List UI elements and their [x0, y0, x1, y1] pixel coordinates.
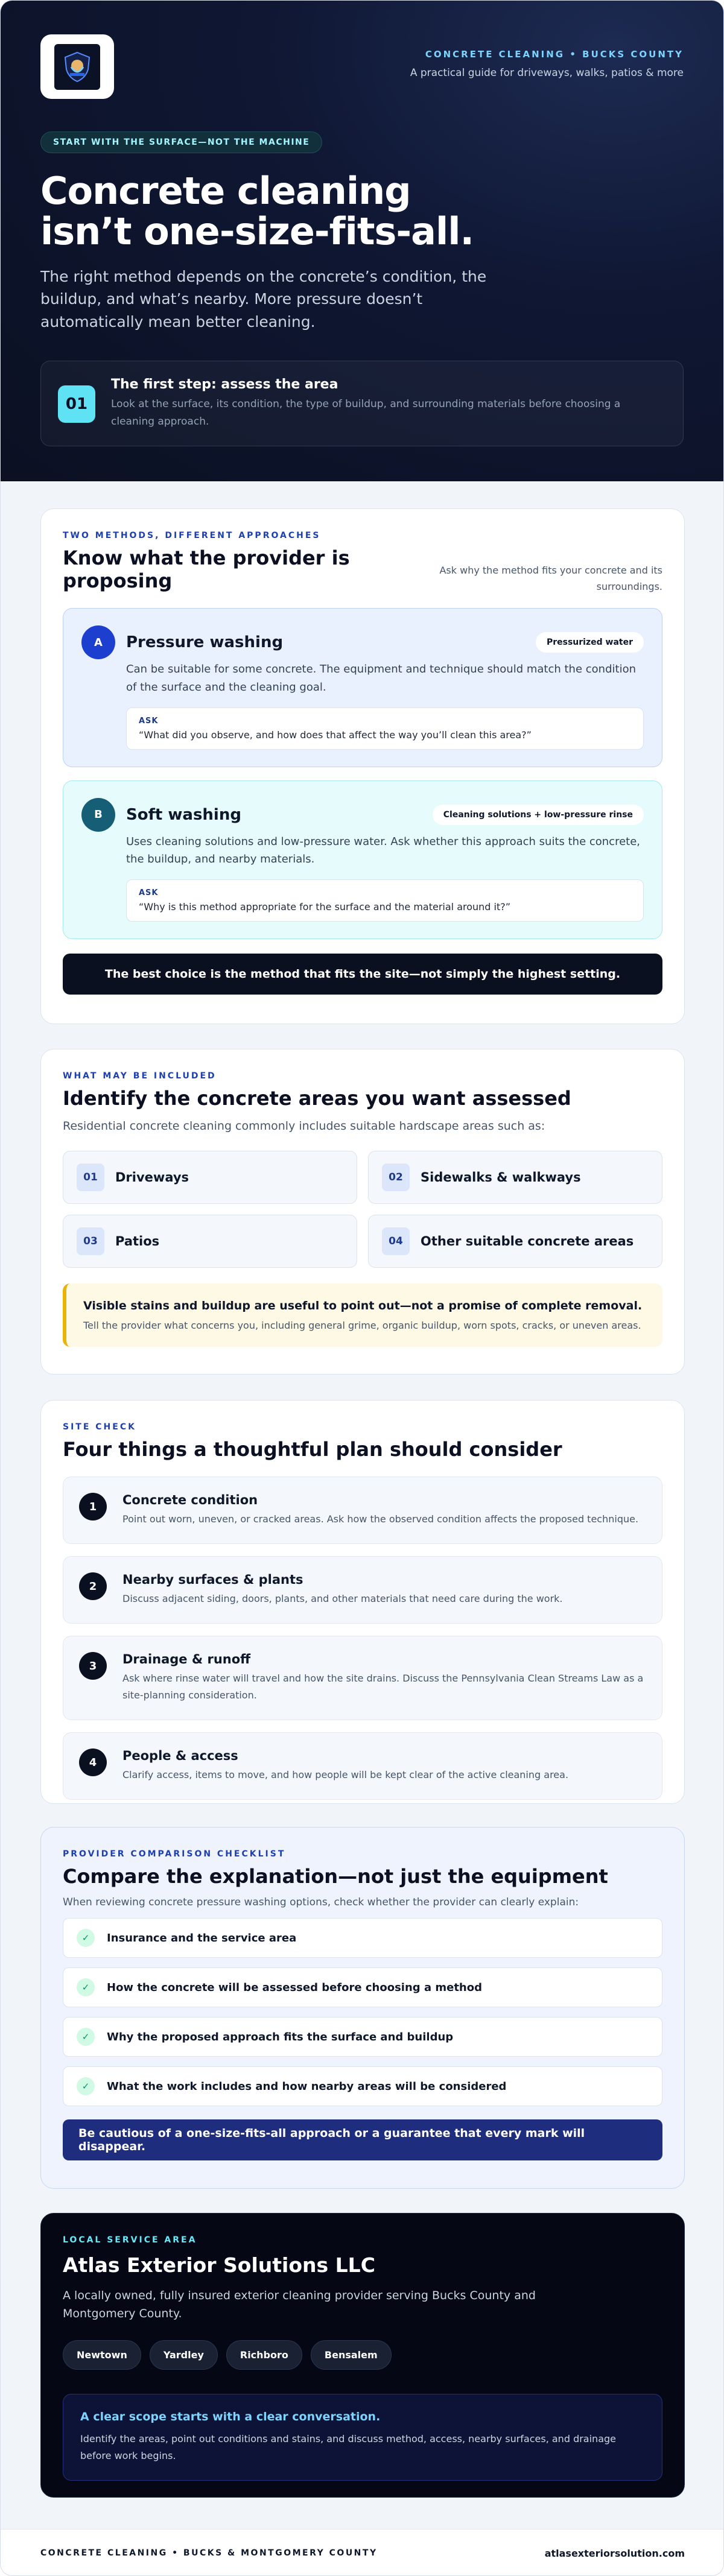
- step-number: 01: [58, 385, 95, 423]
- check-title: People & access: [122, 1748, 238, 1764]
- check-icon: ✓: [77, 1929, 95, 1947]
- checklist-item: [63, 2066, 662, 2106]
- hero-tagline: [410, 34, 684, 79]
- site-check-item: [63, 1556, 662, 1624]
- areas-title: Identify the concrete areas you want assessed: [63, 1087, 571, 1110]
- hero-title-line-1: Concrete cleaning: [40, 169, 411, 213]
- area-number: 04: [382, 1227, 410, 1255]
- ask-question: “Why is this method appropriate for the surface and the material around it?”: [139, 901, 511, 913]
- step-body: Look at the surface, its condition, the type of buildup, and surrounding materials before choosing a cleaning approach.: [111, 398, 621, 428]
- header-subtitle: A practical guide for driveways, walks, patios & more: [410, 67, 684, 79]
- town-chip: Richboro: [226, 2340, 302, 2370]
- area-item: [368, 1215, 662, 1268]
- areas-grid: [63, 1151, 662, 1268]
- step-title: The first step: assess the area: [111, 377, 338, 393]
- site-check-item: [63, 1476, 662, 1544]
- provider-kicker: LOCAL SERVICE AREA: [63, 2235, 197, 2245]
- check-number: 4: [79, 1748, 107, 1776]
- site-check-section: [40, 1400, 685, 1804]
- comparison-list: [63, 1918, 662, 2106]
- methods-conclusion-bar: The best choice is the method that fits the site—not simply the highest setting.: [63, 954, 662, 995]
- area-number: 03: [77, 1227, 104, 1255]
- areas-section: [40, 1049, 685, 1375]
- scope-body: Identify the areas, point out conditions and stains, and discuss method, access, nearby surfaces, and drainage before work begins.: [80, 2432, 616, 2461]
- caution-bar: Be cautious of a one-size-fits-all approach or a guarantee that every mark will disappear.: [63, 2119, 662, 2160]
- methods-title: Know what the provider is proposing: [63, 546, 350, 593]
- area-label: Driveways: [115, 1170, 189, 1185]
- area-label: Patios: [115, 1234, 160, 1249]
- hero-lede: The right method depends on the concrete’s condition, the buildup, and what’s nearby. More pressure doesn’t automatically mean better cleaning.: [40, 267, 487, 331]
- footer-website-link[interactable]: atlasexteriorsolution.com: [544, 2547, 685, 2559]
- checklist-label: Insurance and the service area: [107, 1931, 297, 1945]
- site-check-item: [63, 1636, 662, 1720]
- area-number: 01: [77, 1163, 104, 1191]
- area-item: [63, 1151, 357, 1204]
- areas-intro: Residential concrete cleaning commonly includes suitable hardscape areas such as:: [63, 1119, 545, 1133]
- checklist-label: What the work includes and how nearby areas will be considered: [107, 2080, 507, 2093]
- comparison-intro: When reviewing concrete pressure washing options, check whether the provider can clearly explain:: [63, 1896, 579, 1909]
- check-number: 2: [79, 1572, 107, 1600]
- provider-section: [40, 2213, 685, 2498]
- method-card-soft-washing: [63, 780, 662, 939]
- check-body: Clarify access, items to move, and how people will be kept clear of the active cleaning area.: [122, 1769, 569, 1781]
- town-chip: Bensalem: [311, 2340, 392, 2370]
- method-letter-badge: B: [81, 798, 115, 832]
- ask-question: “What did you observe, and how does that affect the way you’ll clean this area?”: [139, 729, 532, 741]
- check-number: 3: [79, 1652, 107, 1680]
- ask-box: [126, 879, 644, 922]
- methods-header: [63, 540, 662, 595]
- check-number: 1: [79, 1493, 107, 1521]
- hero-title: [40, 171, 684, 252]
- area-label: Other suitable concrete areas: [421, 1234, 634, 1249]
- method-header: [81, 625, 644, 659]
- check-icon: ✓: [77, 1978, 95, 1996]
- stains-callout: [63, 1283, 662, 1347]
- service-towns: [63, 2340, 662, 2370]
- checklist-label: Why the proposed approach fits the surface and buildup: [107, 2030, 454, 2043]
- method-card-pressure-washing: [63, 608, 662, 767]
- check-text: [122, 1748, 653, 1783]
- provider-name: Atlas Exterior Solutions LLC: [63, 2253, 375, 2277]
- checklist-item: [63, 1918, 662, 1958]
- check-text: [122, 1493, 653, 1528]
- footer-service-label: CONCRETE CLEANING • BUCKS & MONTGOMERY COUNTY: [40, 2548, 378, 2558]
- hero-section: [1, 1, 723, 481]
- first-step-card: [40, 361, 684, 446]
- company-logo-icon: [54, 44, 100, 90]
- checklist-item: [63, 2017, 662, 2057]
- town-chip: Newtown: [63, 2340, 141, 2370]
- hero-pill: START WITH THE SURFACE—NOT THE MACHINE: [40, 131, 322, 153]
- scope-callout: [63, 2394, 662, 2481]
- check-text: [122, 1652, 653, 1704]
- header-kicker: CONCRETE CLEANING • BUCKS COUNTY: [425, 49, 684, 60]
- area-label: Sidewalks & walkways: [421, 1170, 581, 1185]
- method-name: Pressure washing: [126, 633, 284, 652]
- area-number: 02: [382, 1163, 410, 1191]
- method-header: [81, 798, 644, 832]
- method-tag: Cleaning solutions + low-pressure rinse: [433, 805, 644, 825]
- hero-top-bar: [40, 34, 684, 99]
- check-title: Concrete condition: [122, 1493, 258, 1508]
- method-name: Soft washing: [126, 805, 241, 824]
- comparison-title: Compare the explanation—not just the equipment: [63, 1865, 608, 1888]
- comparison-kicker: PROVIDER COMPARISON CHECKLIST: [63, 1849, 286, 1859]
- methods-note: Ask why the method fits your concrete and its surroundings.: [439, 565, 662, 593]
- check-icon: ✓: [77, 2077, 95, 2095]
- check-icon: ✓: [77, 2028, 95, 2046]
- site-check-item: [63, 1732, 662, 1800]
- checklist-label: How the concrete will be assessed before choosing a method: [107, 1981, 482, 1994]
- footer: [1, 2529, 724, 2576]
- area-item: [368, 1151, 662, 1204]
- ask-label: ASK: [139, 716, 159, 726]
- checklist-item: [63, 1967, 662, 2007]
- check-body: Ask where rinse water will travel and how the site drains. Discuss the Pennsylvania Clean Streams Law as a site-planning consideration.: [122, 1673, 644, 1701]
- step-text: [111, 377, 654, 431]
- method-description: Uses cleaning solutions and low-pressure water. Ask whether this approach suits the concrete, the buildup, and nearby materials.: [126, 835, 641, 866]
- areas-kicker: WHAT MAY BE INCLUDED: [63, 1071, 217, 1081]
- callout-title: Visible stains and buildup are useful to point out—not a promise of complete removal.: [83, 1299, 643, 1313]
- method-description: Can be suitable for some concrete. The equipment and technique should match the condition of the surface and the cleaning goal.: [126, 663, 636, 694]
- method-letter-badge: A: [81, 625, 115, 659]
- provider-description: A locally owned, fully insured exterior cleaning provider serving Bucks County and Montgomery County.: [63, 2289, 536, 2321]
- check-body: Point out worn, uneven, or cracked areas. Ask how the observed condition affects the proposed technique.: [122, 1513, 639, 1525]
- hero-title-line-2: isn’t one-size-fits-all.: [40, 209, 474, 253]
- check-text: [122, 1572, 653, 1607]
- scope-title: A clear scope starts with a clear conversation.: [80, 2410, 381, 2423]
- check-title: Drainage & runoff: [122, 1652, 251, 1667]
- site-check-title: Four things a thoughtful plan should consider: [63, 1438, 562, 1461]
- ask-box: [126, 707, 644, 750]
- logo: [40, 34, 114, 99]
- methods-section: [40, 508, 685, 1024]
- method-tag: Pressurized water: [536, 632, 644, 653]
- site-check-kicker: SITE CHECK: [63, 1422, 136, 1432]
- area-item: [63, 1215, 357, 1268]
- ask-label: ASK: [139, 888, 159, 898]
- check-body: Discuss adjacent siding, doors, plants, and other materials that need care during the work.: [122, 1593, 563, 1605]
- check-title: Nearby surfaces & plants: [122, 1572, 303, 1587]
- comparison-section: [40, 1827, 685, 2189]
- callout-body: Tell the provider what concerns you, including general grime, organic buildup, worn spots, cracks, or uneven areas.: [83, 1320, 641, 1332]
- town-chip: Yardley: [150, 2340, 218, 2370]
- methods-kicker: TWO METHODS, DIFFERENT APPROACHES: [63, 531, 321, 540]
